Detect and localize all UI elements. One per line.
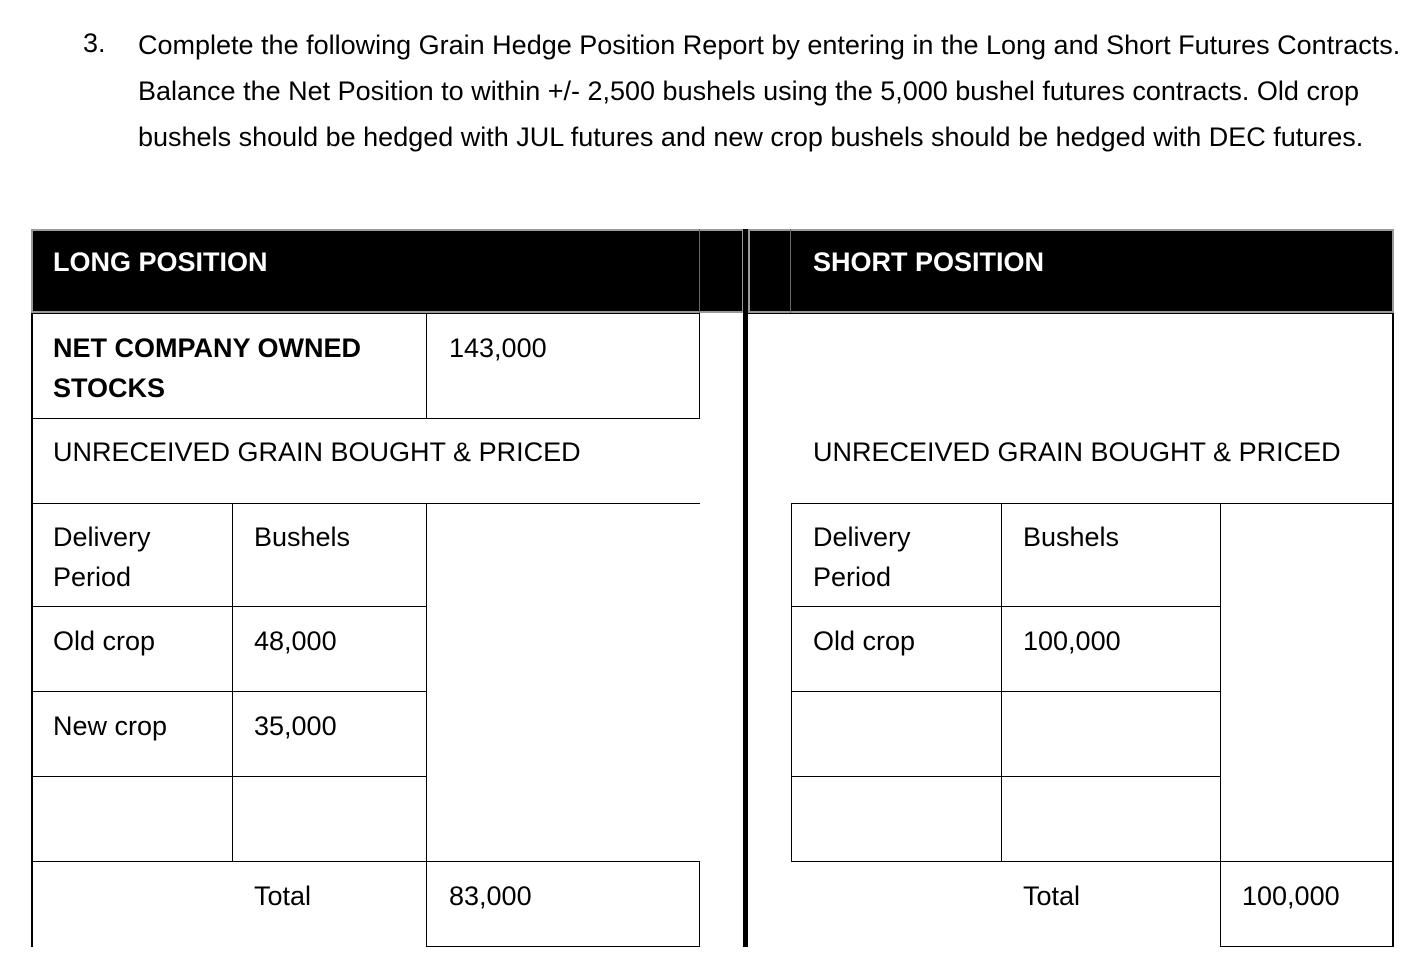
net-company-owned-stocks-label: NET COMPANY OWNED STOCKS — [53, 333, 362, 403]
short-total-label: Total — [1023, 881, 1081, 911]
long-row-bushels: 48,000 — [254, 626, 337, 656]
short-unreceived-label: UNRECEIVED GRAIN BOUGHT & PRICED — [813, 437, 1341, 467]
long-col-bushels: Bushels — [254, 522, 351, 552]
short-total-value: 100,000 — [1242, 881, 1340, 911]
long-total-label: Total — [254, 881, 312, 911]
long-row-period: Old crop — [53, 626, 156, 656]
long-col-delivery-period: Delivery Period — [53, 522, 151, 592]
short-header-label: SHORT POSITION — [813, 247, 1045, 277]
short-col-bushels: Bushels — [1023, 522, 1120, 552]
long-row-period: New crop — [53, 711, 168, 741]
long-header-label: LONG POSITION — [53, 247, 268, 277]
net-company-owned-stocks-value: 143,000 — [449, 333, 547, 363]
center-divider — [743, 229, 748, 947]
question-number: 3. — [83, 28, 106, 58]
short-row-bushels: 100,000 — [1023, 626, 1121, 656]
long-total-value: 83,000 — [449, 881, 532, 911]
long-unreceived-label: UNRECEIVED GRAIN BOUGHT & PRICED — [53, 437, 581, 467]
question-text: Complete the following Grain Hedge Position Report by entering in the Long and Short Futures Contracts. Balance the Net Position to within +/- 2,500 bushels using the 5,000 bushel futures contracts. Old crop bushels should be hedged with JUL futures and new crop bushels should be hedged with DEC futures. — [138, 30, 1401, 152]
short-row-period: Old crop — [813, 626, 916, 656]
short-col-delivery-period: Delivery Period — [813, 522, 911, 592]
long-row-bushels: 35,000 — [254, 711, 337, 741]
